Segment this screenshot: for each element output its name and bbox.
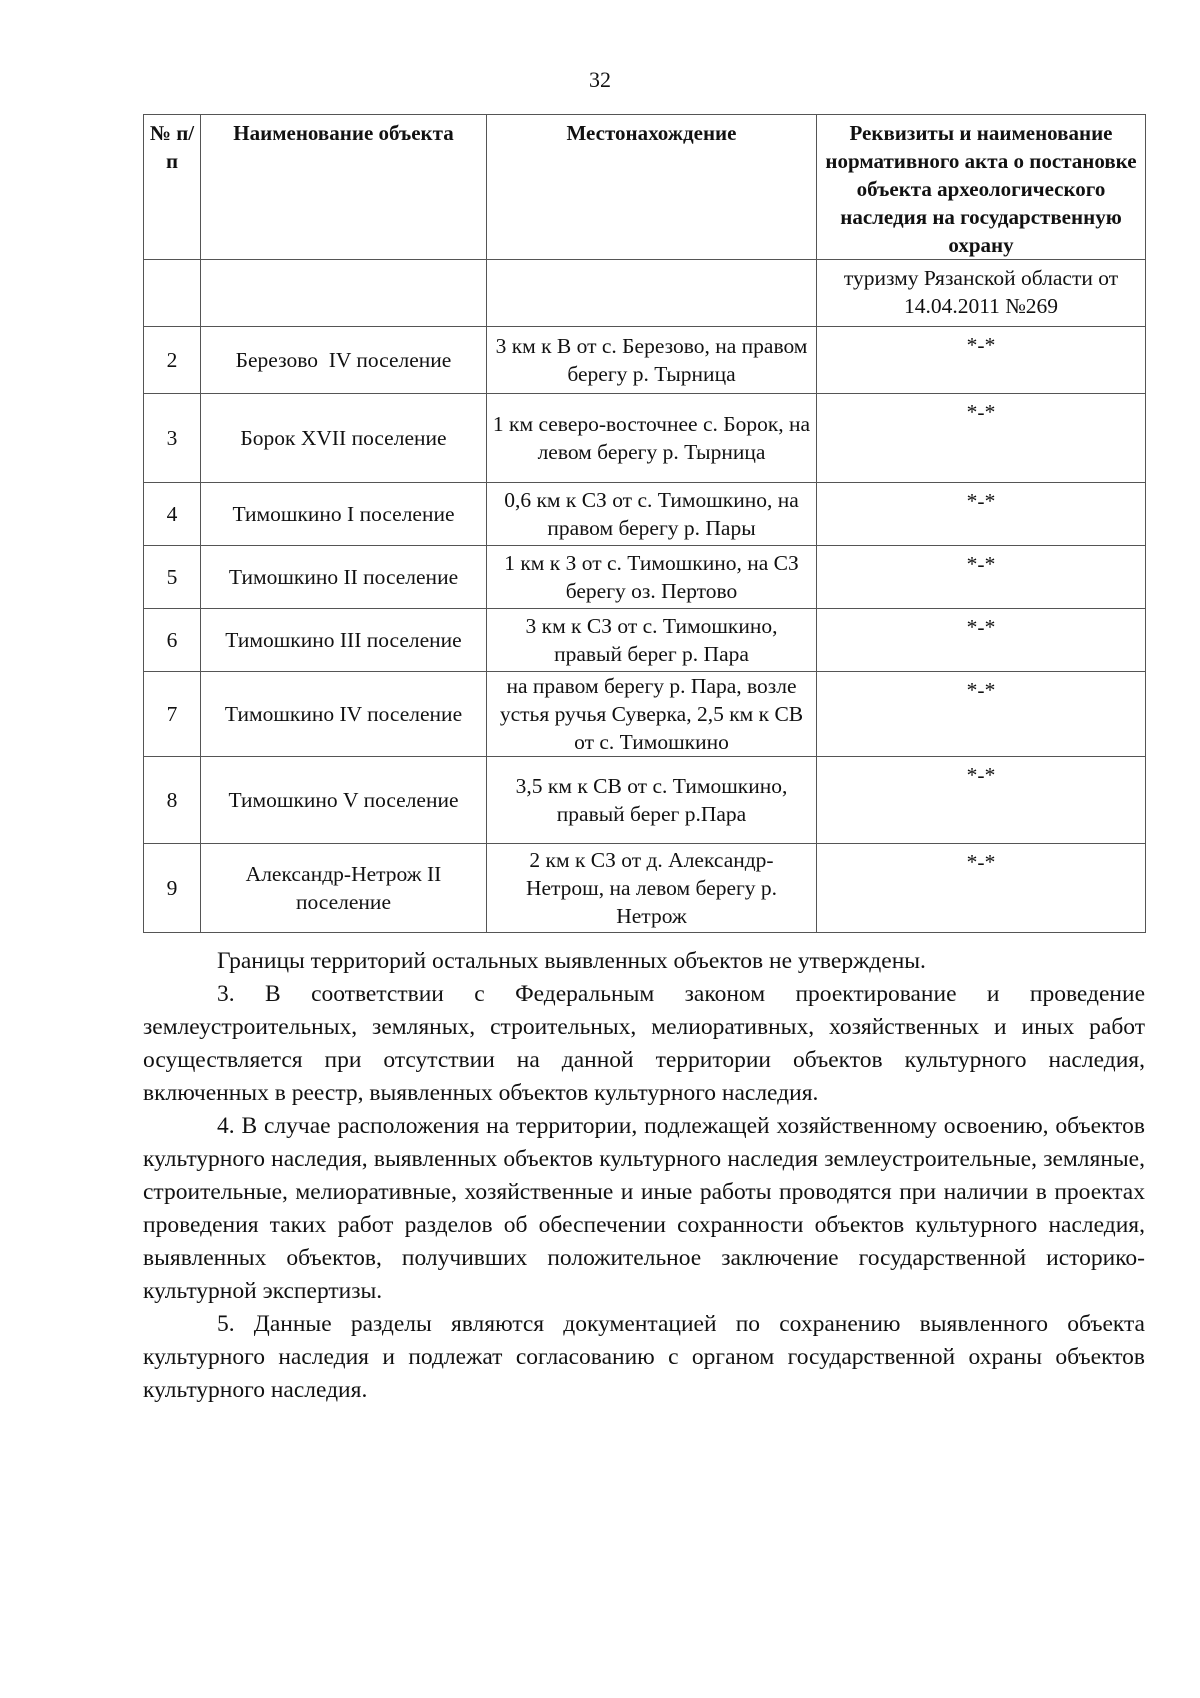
table-row — [144, 327, 1146, 394]
paragraph-4: 4. В случае расположения на территории, подлежащей хозяйственному освоению, объектов культурного наследия, выявленных объектов культурного наследия землеустроительные, земляные, строительные, мелиоративные, хозяйственные и иные работы проводятся при наличии в проектах проведения таких работ разделов об обеспечении сохранности объектов культурного наследия, выявленных объектов, получивших положительное заключение государственной историко-культурной экспертизы. — [143, 1113, 1145, 1304]
cell-num: 9 — [144, 844, 201, 933]
table-row — [144, 609, 1146, 672]
cell-name — [201, 260, 487, 327]
cell-location: 1 км северо-восточнее с. Борок, на левом берегу р. Тырница — [487, 394, 817, 483]
cell-num: 4 — [144, 483, 201, 546]
table-header-row — [144, 115, 1146, 260]
cell-act: *-* — [817, 394, 1146, 483]
cell-act: *-* — [817, 546, 1146, 609]
table-row — [144, 394, 1146, 483]
body-text — [143, 945, 1145, 1407]
cell-act: *-* — [817, 757, 1146, 844]
header-name: Наименование объекта — [201, 115, 487, 260]
cell-num: 8 — [144, 757, 201, 844]
cell-num — [144, 260, 201, 327]
table-row-continuation — [144, 260, 1146, 327]
cell-name: Тимошкино III поселение — [201, 609, 487, 672]
paragraph-borders: Границы территорий остальных выявленных объектов не утверждены. — [217, 948, 926, 974]
paragraph-3: 3. В соответствии с Федеральным законом проектирование и проведение землеустроительных, земляных, строительных, мелиоративных, хозяйственных и иных работ осуществляется при отсутствии на данной территории объектов культурного наследия, включенных в реестр, выявленных объектов культурного наследия. — [143, 981, 1145, 1106]
header-num: № п/п — [144, 115, 201, 260]
heritage-objects-table — [143, 114, 1146, 933]
cell-act: *-* — [817, 609, 1146, 672]
cell-act: *-* — [817, 844, 1146, 933]
cell-num: 6 — [144, 609, 201, 672]
cell-num: 2 — [144, 327, 201, 394]
cell-num: 7 — [144, 672, 201, 757]
cell-name: Борок XVII поселение — [201, 394, 487, 483]
cell-num: 3 — [144, 394, 201, 483]
cell-name: Тимошкино II поселение — [201, 546, 487, 609]
cell-name: Березово IV поселение — [201, 327, 487, 394]
cell-location: 3 км к СЗ от с. Тимошкино, правый берег р. Пара — [487, 609, 817, 672]
cell-location: 2 км к СЗ от д. Александр-Нетрош, на левом берегу р. Нетрож — [487, 844, 817, 933]
cell-act: туризму Рязанской области от 14.04.2011 №269 — [817, 260, 1146, 327]
cell-location: на правом берегу р. Пара, возле устья ручья Суверка, 2,5 км к СВ от с. Тимошкино — [487, 672, 817, 757]
table-row — [144, 757, 1146, 844]
cell-location: 3,5 км к СВ от с. Тимошкино, правый берег р.Пара — [487, 757, 817, 844]
cell-name: Тимошкино I поселение — [201, 483, 487, 546]
cell-name: Александр-Нетрож II поселение — [201, 844, 487, 933]
cell-act: *-* — [817, 483, 1146, 546]
cell-location: 0,6 км к СЗ от с. Тимошкино, на правом берегу р. Пары — [487, 483, 817, 546]
cell-location: 1 км к З от с. Тимошкино, на СЗ берегу оз. Пертово — [487, 546, 817, 609]
cell-num: 5 — [144, 546, 201, 609]
header-location: Местонахождение — [487, 115, 817, 260]
cell-location: 3 км к В от с. Березово, на правом берегу р. Тырница — [487, 327, 817, 394]
table-row — [144, 672, 1146, 757]
table-row — [144, 844, 1146, 933]
paragraph-5: 5. Данные разделы являются документацией по сохранению выявленного объекта культурного наследия и подлежат согласованию с органом государственной охраны объектов культурного наследия. — [143, 1311, 1145, 1403]
cell-act: *-* — [817, 672, 1146, 757]
table-row — [144, 546, 1146, 609]
cell-act: *-* — [817, 327, 1146, 394]
cell-location — [487, 260, 817, 327]
cell-name: Тимошкино V поселение — [201, 757, 487, 844]
header-act: Реквизиты и наименование нормативного акта о постановке объекта археологического наследия на государственную охрану — [817, 115, 1146, 260]
table-row — [144, 483, 1146, 546]
page-number: 32 — [589, 67, 611, 92]
cell-name: Тимошкино IV поселение — [201, 672, 487, 757]
